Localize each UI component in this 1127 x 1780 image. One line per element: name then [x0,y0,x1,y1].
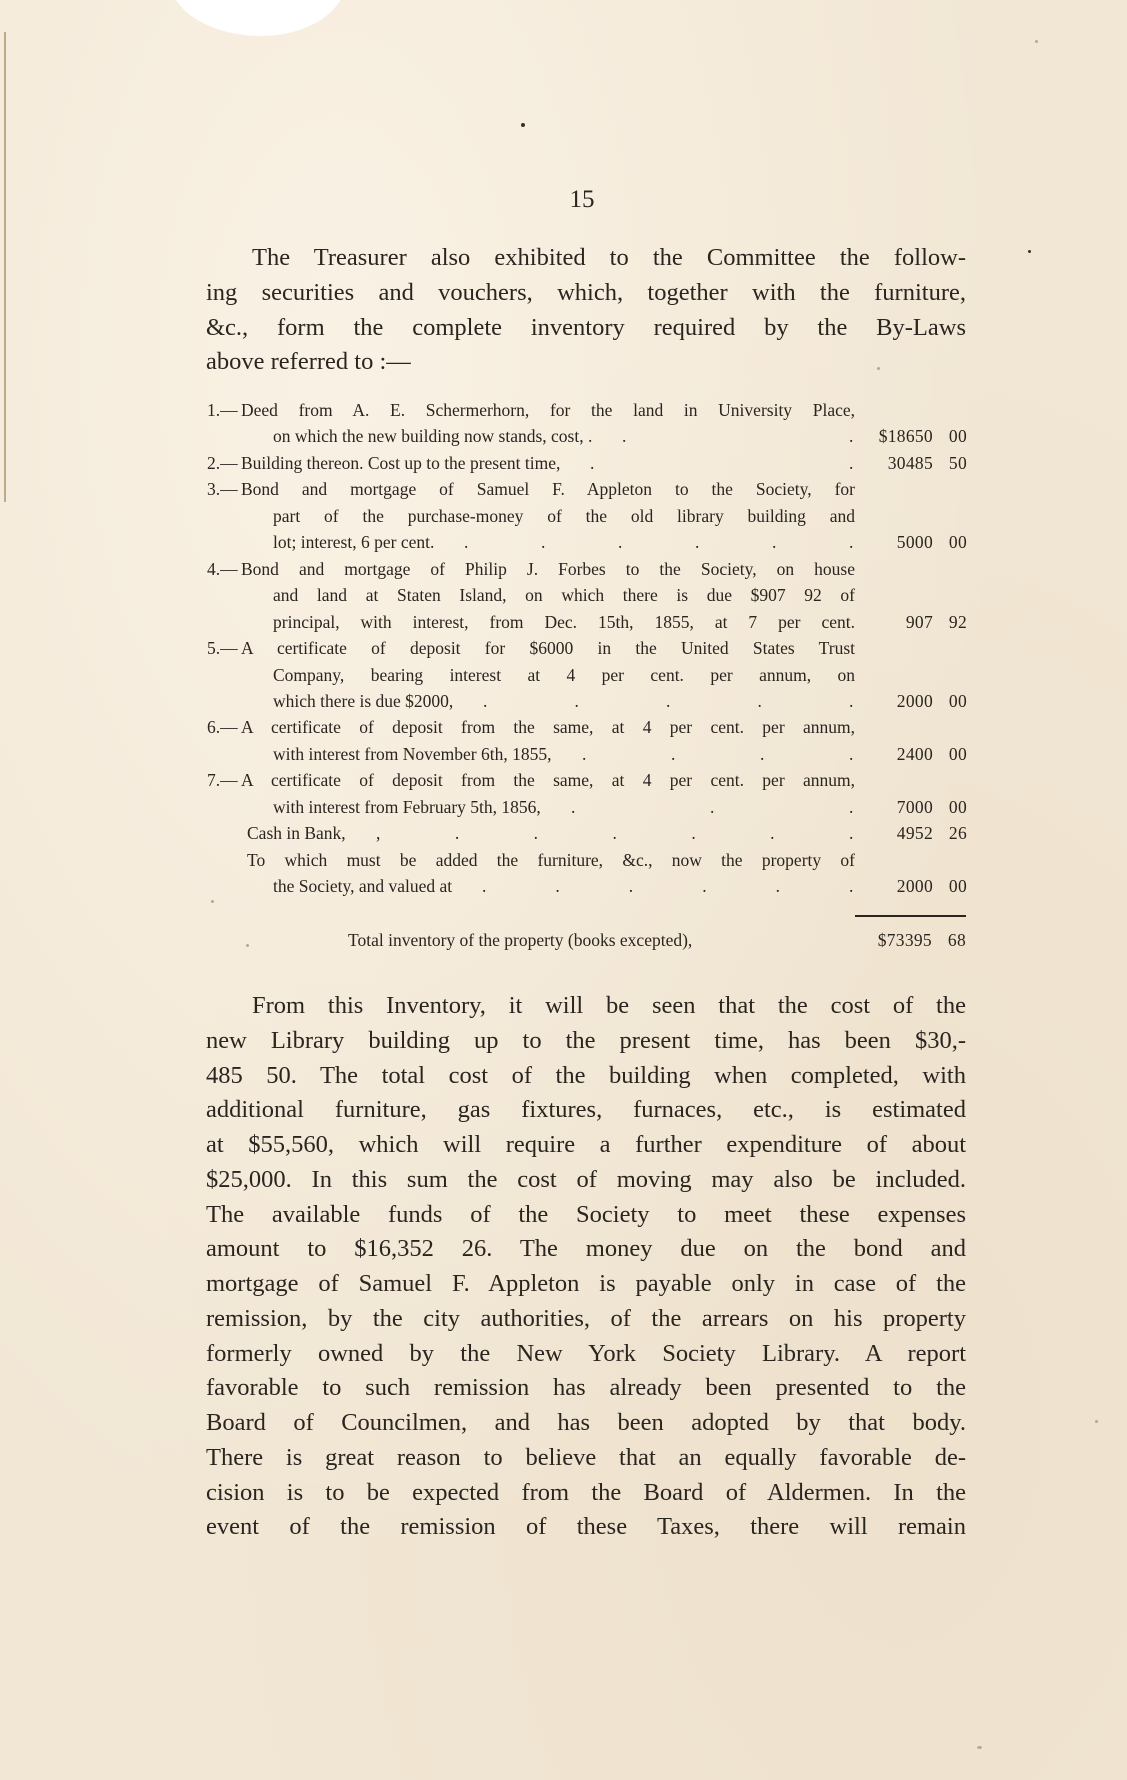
leader-dot: . [482,876,487,897]
item-number: 3.— [207,479,238,500]
text-line: above referred to :— [206,348,411,375]
leader-dot: . [849,823,854,844]
amount-cents: 00 [948,743,967,764]
item-number: 4.— [207,558,238,579]
text-line: $25,000. In this sum the cost of moving may also be included. [206,1165,966,1193]
item-description-line: A certificate of deposit from the same, at 4 per cent. per annum, [241,717,855,738]
amount-dollars: 7000 [896,796,933,817]
leader-dot: . [849,743,854,764]
item-amount [857,742,967,766]
binding-edge [4,32,6,502]
leader-dot: . [775,876,780,897]
leader-dot: . [464,532,469,553]
text-line: 485 50. The total cost of the building when completed, with [206,1061,966,1089]
leader-dot: . [710,796,715,817]
leader-dot: . [541,532,546,553]
text-line: ing securities and vouchers, which, together with the furniture, [206,279,966,306]
item-amount [857,424,967,448]
leader-dot: . [671,743,676,764]
item-amount [857,451,967,475]
inventory-total-row [348,928,966,952]
item-amount [857,530,967,554]
inventory-row [207,504,967,528]
item-description-line: part of the purchase-money of the old library building and [273,505,855,526]
amount-cents: 00 [948,796,967,817]
inventory-row [207,768,967,792]
inventory-row [207,583,967,607]
leader-dot: . [555,876,560,897]
amount-dollars: 2000 [896,876,933,897]
inventory-row [207,451,967,475]
item-description-line: Bond and mortgage of Philip J. Forbes to the Society, on house [241,558,855,579]
leader-dot: . [695,532,700,553]
leader-dot: . [612,823,617,844]
inventory-row [207,689,967,713]
item-amount [857,689,967,713]
leader-dot: . [590,452,595,473]
amount-cents: 00 [948,876,967,897]
text-line: Board of Councilmen, and has been adopted by that body. [206,1409,966,1436]
item-description-line: lot; interest, 6 per cent. [273,532,435,553]
amount-dollars: 907 [905,611,933,632]
amount-cents: 50 [948,452,967,473]
item-number: 7.— [207,770,238,791]
leader-dot: . [849,452,854,473]
leader-dot: . [666,690,671,711]
inventory-row [207,715,967,739]
amount-dollars: 5000 [896,532,933,553]
leader-dot: . [849,690,854,711]
item-number: 1.— [207,400,238,420]
item-description-line: Building thereon. Cost up to the present time, [241,452,561,473]
text-line: event of the remission of these Taxes, there will remain [206,1513,966,1541]
text-line: cision is to be expected from the Board of Aldermen. In the [206,1478,966,1506]
item-amount [857,610,967,634]
leader-dot: . [849,796,854,817]
inventory-row [207,821,967,845]
leader-dot: . [533,823,539,844]
leader-dot: . [571,796,576,817]
leader-dot: . [760,743,765,764]
page-number: 15 [569,186,595,213]
text-line: favorable to such remission has already been presented to the [206,1374,966,1402]
inventory-row [207,663,967,687]
paper-speck [246,944,249,947]
item-description-line: A certificate of deposit from the same, at 4 per cent. per annum, [241,770,855,791]
inventory-row [207,636,967,660]
leader-dot: . [849,532,854,553]
item-description-line: which there is due $2000, [273,690,454,711]
inventory-row [207,795,967,819]
inventory-row [207,398,967,422]
item-description-line: with interest from November 6th, 1855, [273,743,552,764]
item-amount [857,795,967,819]
total-rule [855,915,966,917]
item-description-line: Cash in Bank, [247,823,346,844]
item-number: 5.— [207,638,238,659]
paper-speck [1095,1420,1098,1423]
item-description-line: and land at Staten Island, on which there is due $907 92 of [273,585,855,606]
item-amount [857,821,967,845]
item-description-line: To which must be added the furniture, &c., now the property of [247,849,855,870]
text-line: The available funds of the Society to meet these expenses [206,1200,966,1228]
text-line: mortgage of Samuel F. Appleton is payable only in case of the [206,1270,966,1297]
item-description-line: on which the new building now stands, cost, . [273,426,593,447]
leader-dot: . [757,690,762,711]
leader-dot: . [483,690,488,711]
inventory-row [207,477,967,501]
paper-speck [211,900,214,903]
text-line: new Library building up to the present time, has been $30,- [206,1026,966,1054]
inventory-row [207,848,967,872]
inventory-row [207,742,967,766]
text-line: at $55,560, which will require a further expenditure of about [206,1131,966,1158]
leader-dot: . [849,876,854,897]
leader-dot: . [691,823,696,844]
item-amount [857,874,967,898]
text-line: remission, by the city authorities, of the arrears on his property [206,1304,966,1332]
ink-speck [1028,250,1031,253]
inventory-row [207,424,967,448]
amount-dollars: 4952 [896,823,933,844]
total-amount [856,928,966,952]
leader-dot: . [770,823,775,844]
amount-dollars: 2400 [896,743,933,764]
leader-dot: . [454,823,460,844]
inventory-row [207,610,967,634]
leader-dot: . [574,690,579,711]
leader-dot: . [628,876,634,897]
amount-dollars: 30485 [887,452,933,473]
item-description-line: principal, with interest, from Dec. 15th, 1855, at 7 per cent. [273,611,855,632]
leader-dot: . [849,426,854,447]
leader-dot: . [702,876,707,897]
text-line: There is great reason to believe that an equally favorable de- [206,1443,966,1471]
item-description-line: with interest from February 5th, 1856, [273,796,541,817]
inventory-row [207,557,967,581]
leader-dot: . [618,532,623,553]
amount-cents: 00 [948,426,967,447]
item-description-line: Bond and mortgage of Samuel F. Appleton to the Society, for [241,479,855,500]
item-description-line: A certificate of deposit for $6000 in the United States Trust [241,638,855,659]
total-label: Total inventory of the property (books excepted), [348,930,693,950]
text-line: From this Inventory, it will be seen that the cost of the [252,992,966,1019]
amount-cents: 00 [948,532,967,553]
amount-cents: 92 [948,611,967,632]
text-line: The Treasurer also exhibited to the Committee the follow- [252,244,966,271]
amount-dollars: 2000 [896,690,933,711]
text-line: amount to $16,352 26. The money due on the bond and [206,1235,966,1263]
amount-cents: 26 [948,823,967,844]
item-description-line: Company, bearing interest at 4 per cent. per annum, on [273,664,855,685]
text-line: &c., form the complete inventory required by the By-Laws [206,314,966,341]
inventory-row [207,530,967,554]
ink-speck [521,123,525,127]
leader-dot: . [622,426,627,447]
leader-dot: , [376,823,381,844]
leader-dot: . [772,532,777,553]
amount-dollars: $18650 [878,426,933,447]
item-description-line: the Society, and valued at [273,876,453,897]
item-number: 2.— [207,452,238,473]
total-cents: 68 [947,930,966,950]
item-description-line: Deed from A. E. Schermerhorn, for the land in University Place, [241,400,855,420]
item-number: 6.— [207,717,238,738]
text-line: additional furniture, gas fixtures, furnaces, etc., is estimated [206,1096,966,1124]
amount-cents: 00 [948,690,967,711]
paper-speck [977,1746,982,1749]
text-line: formerly owned by the New York Society Library. A report [206,1339,966,1367]
inventory-row [207,874,967,898]
paper-speck [1035,40,1038,43]
leader-dot: . [582,743,587,764]
total-dollars: $73395 [877,930,932,950]
